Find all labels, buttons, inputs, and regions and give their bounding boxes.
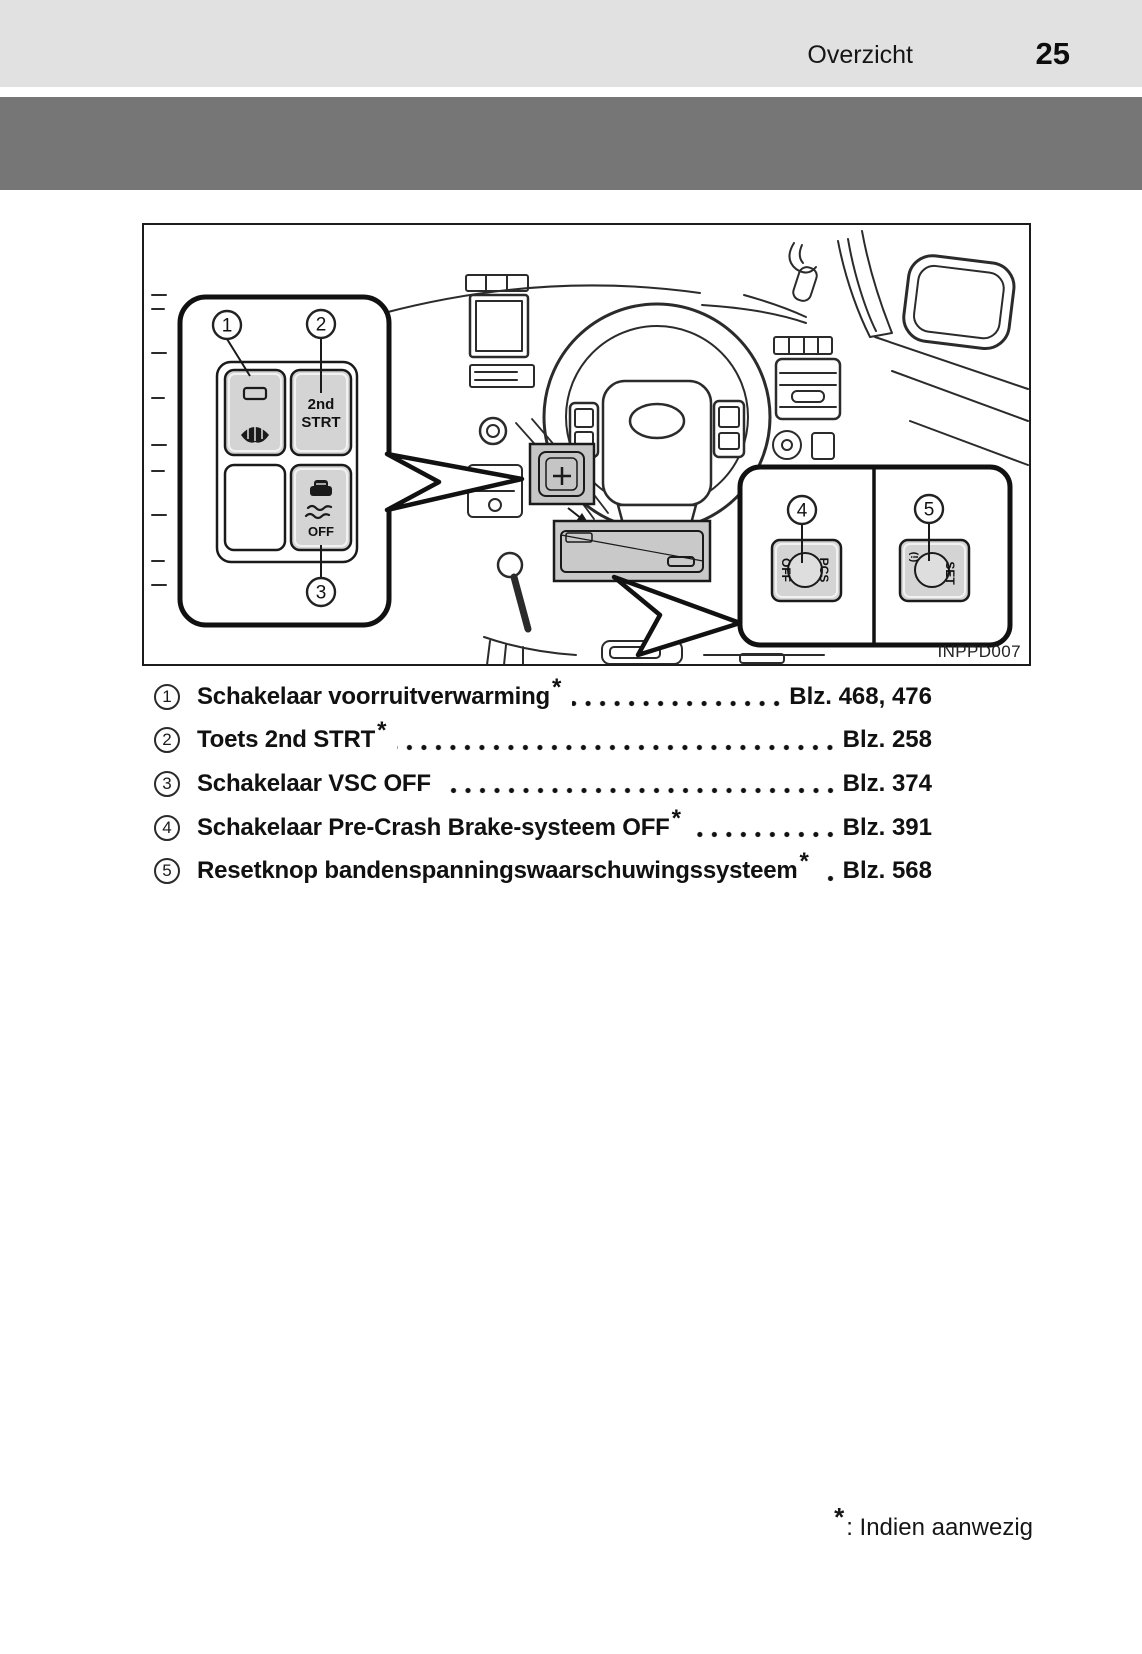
legend-item-asterisk: *	[799, 848, 809, 876]
legend-item-number: 2	[154, 727, 180, 753]
vsc-off-label: OFF	[308, 524, 334, 539]
defroster-switch-button	[225, 370, 285, 455]
lower-panel-highlight	[554, 521, 710, 581]
blank-switch	[225, 465, 285, 550]
tpms-set-label: SET	[943, 561, 957, 585]
side-vent-icon	[776, 359, 840, 419]
callout-number-1: 1	[221, 315, 233, 337]
a-pillar	[838, 231, 892, 337]
callout-number-4: 4	[796, 500, 808, 522]
footnote	[834, 1502, 1033, 1542]
legend-item-label: Toets 2nd STRT	[197, 726, 376, 754]
dot-leader	[572, 700, 784, 707]
section-title: Overzicht	[807, 41, 913, 70]
pcs-label: PCS	[817, 557, 831, 583]
legend-item-number: 4	[154, 815, 180, 841]
legend-item-asterisk: *	[671, 804, 681, 832]
dot-leader	[820, 875, 838, 882]
legend-item-number: 5	[154, 858, 180, 884]
second-start-label-2: STRT	[301, 414, 341, 431]
legend-item-label: Schakelaar voorruitverwarming	[197, 682, 551, 710]
dash-edge-ticks	[152, 295, 166, 585]
legend-item-asterisk: *	[377, 717, 387, 745]
gear-knob	[498, 553, 522, 577]
legend-item	[154, 806, 932, 850]
tire-pressure-warning-icon: (!)	[908, 551, 920, 563]
footnote-asterisk: *	[834, 1502, 845, 1532]
dashboard-figure	[142, 223, 1031, 666]
callout-pointer-left	[387, 454, 522, 510]
legend-item-page-ref: Blz. 391	[842, 813, 932, 841]
assist-grip	[791, 265, 819, 303]
right-callout	[740, 467, 1010, 645]
legend-list	[154, 675, 932, 893]
legend-item-page-ref: Blz. 374	[842, 769, 932, 797]
pcs-off-label: OFF	[779, 558, 793, 582]
legend-item-label: Schakelaar Pre-Crash Brake-systeem OFF	[197, 813, 670, 841]
ignition-knob	[480, 418, 506, 444]
legend-item-page-ref: Blz. 468, 476	[789, 682, 932, 710]
legend-item-page-ref: Blz. 568	[842, 857, 932, 885]
legend-item-asterisk: *	[552, 673, 562, 701]
callout-pointer-arrow	[614, 577, 740, 655]
callout-number-3: 3	[315, 582, 327, 604]
tpms-reset-button	[900, 540, 969, 601]
switch-panel-highlight	[530, 444, 594, 504]
legend-item	[154, 719, 932, 763]
figure-code: INPPD007	[937, 642, 1021, 661]
legend-item-number: 1	[154, 684, 180, 710]
page-header	[0, 0, 1142, 87]
legend-item-page-ref: Blz. 258	[842, 726, 932, 754]
dot-leader	[442, 787, 838, 794]
footnote-text: : Indien aanwezig	[846, 1514, 1033, 1541]
legend-item-label: Schakelaar VSC OFF	[197, 769, 431, 797]
section-banner	[0, 97, 1142, 190]
legend-item	[154, 849, 932, 893]
dot-leader	[692, 831, 838, 838]
page-number: 25	[1035, 36, 1070, 72]
second-start-label-1: 2nd	[307, 396, 335, 413]
vsc-off-button	[291, 465, 351, 550]
pcs-off-button	[772, 540, 841, 601]
dashboard-illustration	[144, 225, 1029, 664]
legend-item-label: Resetknop bandenspanningswaarschuwingssysteem	[197, 857, 798, 885]
side-mirror-icon	[901, 253, 1017, 351]
legend-item	[154, 675, 932, 719]
legend-item-number: 3	[154, 771, 180, 797]
dot-leader	[397, 744, 837, 751]
callout-number-2: 2	[315, 314, 327, 336]
callout-number-5: 5	[923, 499, 935, 521]
legend-item	[154, 762, 932, 806]
nav-screen	[470, 295, 528, 357]
radio-panel	[470, 365, 534, 387]
door-sill	[875, 337, 1028, 465]
